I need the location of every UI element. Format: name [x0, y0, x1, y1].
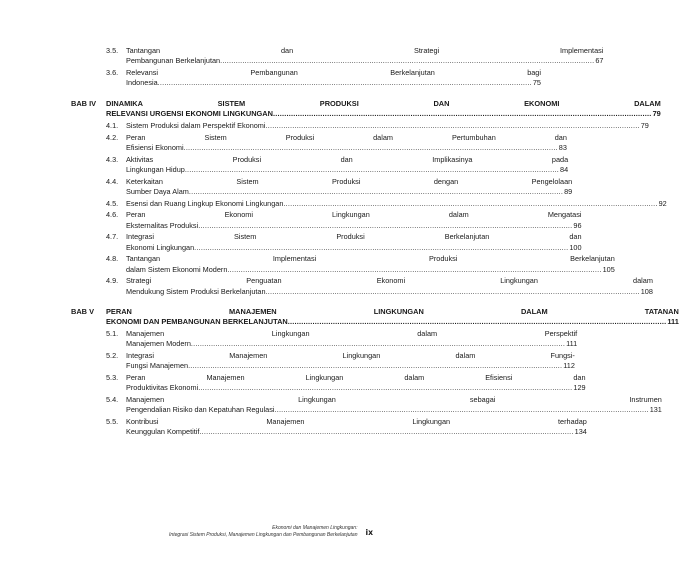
toc-title-word: bagi [527, 67, 541, 77]
toc-chapter-label [71, 155, 106, 175]
toc-entry-title [126, 199, 667, 209]
toc-section-entry [71, 276, 653, 296]
dot-leader [273, 109, 652, 119]
toc-title-word: SISTEM [217, 98, 246, 108]
toc-title-line-with-leader [126, 427, 587, 437]
toc-entry-title [106, 307, 679, 327]
toc-title-line-with-leader [126, 165, 568, 175]
toc-title-word: Tantangan [126, 46, 161, 55]
toc-section-entry [71, 176, 573, 197]
toc-title-word: Manajemen [229, 351, 268, 361]
toc-title-line-with-leader [126, 405, 662, 415]
toc-page-number: 105 [602, 264, 615, 274]
toc-title-word: Lingkungan [271, 329, 310, 339]
toc-chapter-label [71, 254, 106, 274]
toc-entry-title [126, 417, 587, 437]
toc-section-number: 4.5. [106, 198, 119, 208]
toc-title-last-line: Sumber Daya Alam [126, 186, 189, 196]
dot-leader [194, 243, 568, 253]
toc-title-line [126, 351, 575, 361]
toc-chapter-label: BAB V [71, 307, 94, 317]
toc-title-word: Sistem [204, 132, 227, 142]
toc-section-entry [71, 417, 587, 437]
toc-title-word: Produksi [336, 232, 365, 242]
toc-entry-title [126, 210, 582, 230]
toc-section-number: 4.9. [106, 276, 119, 286]
toc-title-line [126, 68, 541, 78]
toc-page-number: 84 [560, 164, 569, 174]
toc-title-line [126, 373, 586, 383]
toc-chapter-label [71, 417, 106, 437]
footer-line-1: Ekonomi dan Manajemen Lingkungan: [272, 525, 358, 531]
toc-chapter-entry [71, 98, 661, 119]
toc-title-word: Lingkungan [342, 351, 381, 361]
toc-title-word: terhadap [558, 417, 587, 427]
toc-section-number: 5.5. [106, 417, 119, 427]
toc-section-entry [71, 351, 575, 371]
toc-title-word: Produksi [429, 254, 458, 264]
toc-title-word: Produksi [332, 176, 361, 186]
toc-chapter-label [71, 395, 106, 415]
toc-page-number: 108 [640, 286, 653, 296]
toc-page-number: 67 [595, 56, 604, 66]
toc-section-number: 5.1. [106, 329, 119, 339]
toc-title-last-line: Eksternalitas Produksi [126, 220, 199, 230]
toc-entry-title [126, 351, 575, 371]
toc-title-word: MANAJEMEN [228, 307, 277, 317]
dot-leader [191, 339, 565, 349]
dot-leader [158, 78, 532, 88]
toc-page-number: 134 [574, 427, 587, 437]
toc-title-word: Integrasi [126, 232, 154, 242]
toc-title-line-with-leader [126, 187, 572, 197]
toc-section-entry [71, 329, 578, 349]
toc-entry-title [126, 177, 572, 197]
toc-section-number: 4.2. [106, 132, 119, 142]
toc-chapter-label [71, 329, 106, 349]
toc-title-word: Lingkungan [298, 395, 336, 405]
toc-title-word: Mengatasi [547, 210, 582, 220]
dot-leader [188, 361, 562, 371]
dot-leader [220, 56, 594, 66]
dot-leader [266, 121, 640, 131]
toc-title-last-line: Lingkungan Hidup [126, 164, 185, 174]
toc-title-last-line: Mendukung Sistem Produksi Berkelanjutan [126, 286, 266, 296]
toc-section-entry [71, 46, 604, 66]
toc-title-word: Produksi [285, 132, 315, 142]
toc-title-word: Manajemen [126, 395, 165, 405]
toc-title-line [126, 417, 587, 427]
toc-section-entry [71, 154, 569, 175]
toc-title-word: dalam [633, 276, 653, 286]
toc-section-entry [71, 210, 582, 230]
toc-title-word: Integrasi [126, 351, 154, 361]
toc-chapter-label [71, 68, 106, 88]
toc-title-last-line: dalam Sistem Ekonomi Modern [126, 264, 228, 274]
toc-section-number: 4.6. [106, 210, 119, 220]
toc-title-word: Tantangan [126, 254, 161, 264]
toc-title-word: dalam [448, 210, 469, 220]
toc-title-last-line: Ekonomi Lingkungan [126, 242, 195, 252]
toc-chapter-label [71, 177, 106, 197]
toc-title-word: Instrumen [629, 395, 662, 405]
dot-leader [227, 265, 601, 275]
toc-chapter-label [71, 199, 106, 209]
dot-leader [288, 317, 667, 327]
footer-book-title [169, 525, 357, 539]
toc-title-word: dan [573, 373, 586, 383]
toc-title-word: Berkelanjutan [570, 254, 615, 264]
toc-title-word: PRODUKSI [319, 98, 359, 108]
toc-section-number: 4.8. [106, 254, 119, 264]
dot-leader [185, 165, 559, 175]
toc-title-word: Implementasi [272, 254, 317, 264]
toc-title-word: Perspektif [544, 329, 578, 339]
toc-chapter-label [71, 373, 106, 393]
toc-page-number: 129 [573, 383, 586, 393]
toc-chapter-label: BAB IV [71, 98, 97, 108]
toc-title-word: DALAM [520, 307, 548, 317]
toc-title-word: Lingkungan [305, 373, 344, 383]
toc-page-number: 79 [652, 109, 661, 119]
toc-title-word: dalam [404, 373, 425, 383]
toc-section-number: 3.5. [106, 46, 119, 55]
toc-title-line-with-leader [126, 143, 567, 153]
toc-title-line-with-leader [126, 121, 649, 131]
dot-leader [198, 383, 572, 393]
toc-title-word: dan [340, 154, 353, 164]
toc-title-word: dan [569, 232, 582, 242]
toc-title-word: Keterkaitan [126, 176, 163, 186]
toc-entry-title [126, 254, 615, 274]
toc-title-word: Aktivitas [126, 154, 154, 164]
toc-title-line-with-leader [106, 109, 661, 119]
toc-entry-title [126, 155, 568, 175]
toc-chapter-label [71, 121, 106, 131]
toc-title-word: PERAN [106, 307, 132, 317]
toc-entry-title [126, 232, 582, 252]
toc-title-last-line: Sistem Produksi dalam Perspektif Ekonomi [126, 120, 266, 130]
toc-title-last-line: Efisiensi Ekonomi [126, 142, 184, 152]
toc-title-line [106, 307, 679, 317]
toc-title-word: Fungsi- [550, 351, 575, 361]
dot-leader [184, 143, 558, 153]
toc-page-number: 75 [532, 78, 541, 88]
toc-title-word: DINAMIKA [106, 98, 143, 108]
toc-section-entry [71, 232, 582, 252]
toc-section-entry [71, 198, 667, 209]
toc-title-line-with-leader [126, 287, 653, 297]
toc-chapter-entry [71, 307, 679, 327]
toc-title-word: Manajemen [206, 373, 245, 383]
toc-title-word: Sistem [234, 232, 257, 242]
toc-title-line [126, 395, 662, 405]
toc-chapter-label [71, 276, 106, 296]
toc-title-last-line: Pengendalian Risiko dan Kepatuhan Regulasi [126, 405, 275, 415]
toc-title-word: dalam [455, 351, 476, 361]
toc-section-number: 4.1. [106, 120, 119, 130]
toc-page-number: 92 [658, 198, 667, 208]
toc-title-word: Peran [126, 132, 146, 142]
toc-entry-title [126, 133, 567, 153]
toc-entry-title [126, 68, 541, 88]
dot-leader [283, 199, 657, 209]
dot-leader [199, 427, 573, 437]
dot-leader [274, 405, 648, 415]
toc-title-word: Strategi [126, 276, 152, 286]
toc-title-word: Pengelolaan [531, 176, 573, 186]
toc-title-line-with-leader [126, 199, 667, 209]
toc-title-word: Manajemen [126, 329, 165, 339]
toc-title-last-line: EKONOMI DAN PEMBANGUNAN BERKELANJUTAN [106, 317, 288, 327]
toc-title-line [126, 155, 568, 165]
toc-title-line [126, 276, 653, 286]
toc-entry-title [106, 99, 661, 119]
toc-entry-title [126, 121, 649, 131]
toc-page-number: 89 [564, 186, 573, 196]
toc-section-entry [71, 120, 649, 131]
toc-title-word: Sistem [236, 176, 259, 186]
toc-title-word: Kontribusi [126, 417, 159, 427]
toc-title-line [126, 177, 572, 187]
toc-title-word: dalam [373, 132, 393, 142]
toc-title-word: Penguatan [246, 276, 282, 286]
toc-chapter-label [71, 210, 106, 230]
toc-chapter-label [71, 232, 106, 252]
toc-page-number: 111 [667, 317, 679, 327]
toc-entry-title [126, 46, 603, 66]
toc-chapter-label [71, 46, 106, 66]
toc-title-word: Pembangunan [250, 67, 298, 77]
toc-section-entry [71, 395, 662, 415]
dot-leader [198, 221, 572, 231]
toc-title-word: Lingkungan [412, 417, 451, 427]
toc-title-line [126, 210, 582, 220]
toc-page-number: 112 [563, 361, 575, 371]
toc-title-last-line: Pembangunan Berkelanjutan [126, 56, 221, 66]
toc-title-word: dengan [433, 176, 459, 186]
toc-title-word: Peran [126, 210, 146, 220]
toc-chapter-label [71, 133, 106, 153]
toc-title-line-with-leader [126, 221, 582, 231]
toc-title-word: Produksi [232, 154, 262, 164]
toc-title-line [126, 46, 603, 56]
toc-title-word: Berkelanjutan [444, 232, 490, 242]
toc-page-number: 100 [569, 242, 582, 252]
toc-section-entry [71, 67, 541, 88]
toc-section-number: 5.3. [106, 373, 119, 383]
toc-title-word: Berkelanjutan [390, 67, 435, 77]
toc-title-word: Ekonomi [376, 276, 406, 286]
toc-title-word: dan [280, 46, 294, 55]
toc-title-word: TATANAN [644, 307, 679, 317]
toc-title-word: dan [554, 132, 567, 142]
toc-title-word: Relevansi [126, 67, 159, 77]
toc-page-number: 96 [573, 220, 582, 230]
toc-title-line [126, 329, 577, 339]
toc-section-number: 3.6. [106, 67, 119, 77]
toc-title-last-line: Fungsi Manajemen [126, 361, 189, 371]
page-number: ix [365, 527, 373, 537]
toc-title-word: Lingkungan [332, 210, 370, 220]
toc-title-line [106, 99, 661, 109]
dot-leader [189, 187, 563, 197]
page-footer [169, 525, 373, 539]
toc-title-line-with-leader [126, 78, 541, 88]
table-of-contents [71, 46, 679, 439]
toc-title-word: LINGKUNGAN [373, 307, 424, 317]
toc-section-number: 4.4. [106, 176, 119, 186]
toc-title-line [126, 254, 615, 264]
toc-page-number: 131 [649, 405, 662, 415]
toc-section-entry [71, 373, 586, 393]
toc-section-number: 5.2. [106, 351, 119, 361]
toc-title-word: Implikasinya [432, 154, 473, 164]
toc-title-word: Peran [126, 373, 146, 383]
toc-entry-title [126, 395, 662, 415]
toc-title-last-line: Manajemen Modern [126, 339, 191, 349]
toc-section-entry [71, 254, 615, 274]
toc-title-word: Strategi [414, 46, 440, 55]
toc-title-line-with-leader [126, 243, 582, 253]
toc-title-line-with-leader [126, 361, 575, 371]
toc-page-number: 79 [640, 120, 649, 130]
toc-title-word: dalam [417, 329, 438, 339]
toc-entry-title [126, 329, 577, 349]
footer-line-2: Integrasi Sistem Produksi, Manajemen Lingkungan dan Pembangunan Berkelanjutan [169, 532, 358, 538]
toc-title-word: Lingkungan [500, 276, 538, 286]
toc-entry-title [126, 373, 586, 393]
toc-title-word: DALAM [634, 98, 661, 108]
toc-title-last-line: Esensi dan Ruang Lingkup Ekonomi Lingkungan [126, 198, 284, 208]
toc-entry-title [126, 276, 653, 296]
toc-title-line [126, 232, 582, 242]
dot-leader [266, 287, 640, 297]
toc-section-entry [71, 132, 567, 153]
toc-title-word: sebagai [469, 395, 496, 405]
toc-title-word: Efisiensi [485, 373, 513, 383]
toc-title-line-with-leader [126, 339, 577, 349]
toc-title-line-with-leader [106, 317, 679, 327]
toc-title-last-line: RELEVANSI URGENSI EKONOMI LINGKUNGAN [106, 109, 273, 119]
toc-title-line-with-leader [126, 383, 586, 393]
toc-title-last-line: Produktivitas Ekonomi [126, 383, 199, 393]
toc-section-number: 4.3. [106, 154, 119, 164]
toc-title-line-with-leader [126, 265, 615, 275]
toc-title-word: pada [551, 154, 569, 164]
toc-title-last-line: Indonesia [126, 78, 158, 88]
toc-title-last-line: Keunggulan Kompetitif [126, 427, 200, 437]
toc-title-word: DAN [433, 98, 450, 108]
toc-page-number: 111 [566, 339, 578, 349]
toc-title-word: Pertumbuhan [451, 132, 496, 142]
toc-title-line-with-leader [126, 56, 603, 66]
toc-section-number: 4.7. [106, 232, 119, 242]
toc-section-number: 5.4. [106, 395, 119, 405]
toc-title-word: Ekonomi [224, 210, 253, 220]
toc-title-word: EKONOMI [524, 98, 560, 108]
toc-page-number: 83 [558, 142, 567, 152]
toc-title-word: Implementasi [560, 46, 604, 55]
toc-title-word: Manajemen [266, 417, 305, 427]
toc-chapter-label [71, 351, 106, 371]
toc-title-line [126, 133, 567, 143]
